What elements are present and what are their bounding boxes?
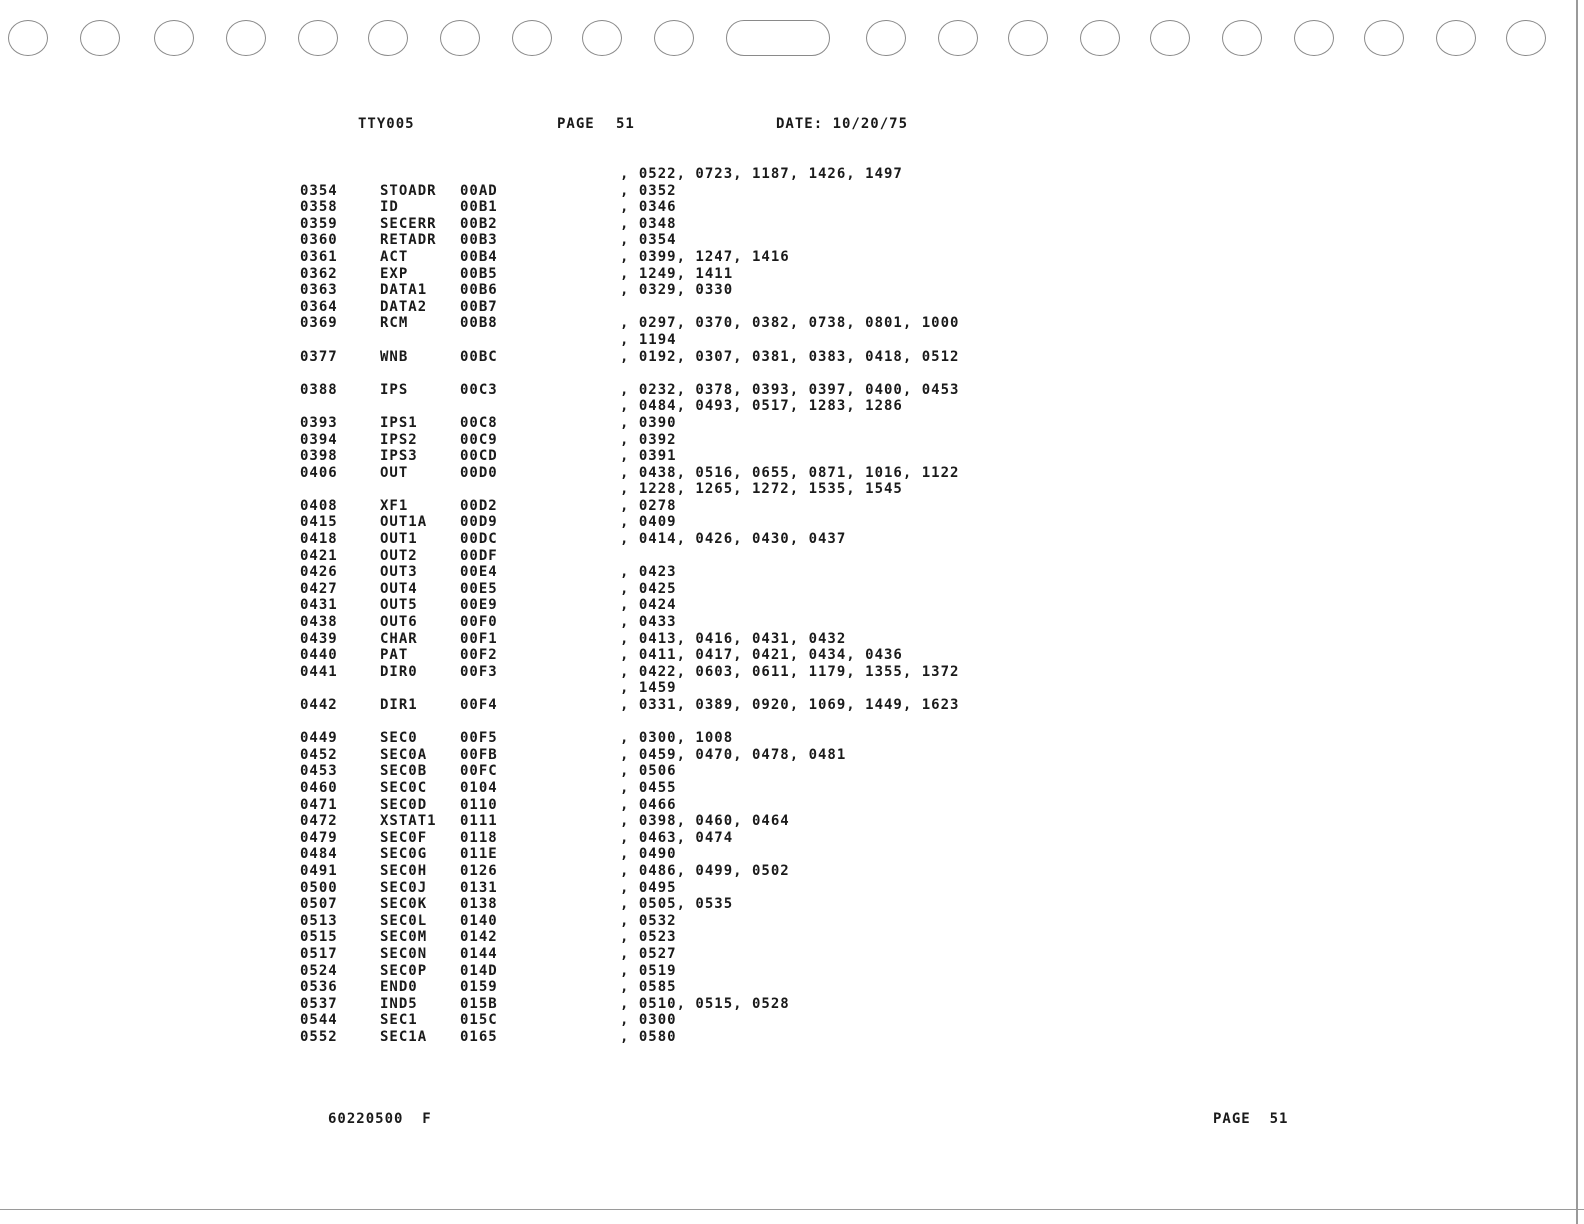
reference-list: , 0232, 0378, 0393, 0397, 0400, 0453 <box>620 381 960 398</box>
symbol-name: SEC0P <box>380 962 428 979</box>
reference-list: , 1459 <box>620 680 677 697</box>
symbol-name: IPS <box>380 381 409 398</box>
reference-list: , 0414, 0426, 0430, 0437 <box>620 531 847 548</box>
symbol-name: SEC0D <box>380 796 428 813</box>
listing-row <box>0 597 1584 614</box>
listing-row <box>0 996 1584 1013</box>
cross-reference-listing <box>0 166 1584 1045</box>
reference-list: , 0297, 0370, 0382, 0738, 0801, 1000 <box>620 315 960 332</box>
reference-list: , 0510, 0515, 0528 <box>620 995 790 1012</box>
symbol-address: 00B3 <box>460 232 498 249</box>
symbol-name: SEC0J <box>380 879 428 896</box>
listing-row <box>0 979 1584 996</box>
line-number: 0394 <box>300 431 338 448</box>
symbol-name: OUT2 <box>380 547 418 564</box>
symbol-name: RCM <box>380 315 409 332</box>
symbol-address: 00F0 <box>460 614 498 631</box>
listing-row <box>0 763 1584 780</box>
listing-row <box>0 714 1584 731</box>
reference-list: , 0331, 0389, 0920, 1069, 1449, 1623 <box>620 697 960 713</box>
line-number: 0517 <box>300 945 338 962</box>
footer-page: PAGE 51 <box>1213 1111 1289 1127</box>
symbol-name: SECERR <box>380 215 437 232</box>
footer-doc-number: 60220500 F <box>328 1111 432 1127</box>
symbol-name: EXP <box>380 265 409 282</box>
header-date: DATE: 10/20/75 <box>776 116 909 132</box>
symbol-name: OUT6 <box>380 614 418 631</box>
line-number: 0491 <box>300 862 338 879</box>
feed-hole <box>1080 20 1120 56</box>
reference-list: , 0346 <box>620 199 677 216</box>
listing-row <box>0 614 1584 631</box>
line-number: 0460 <box>300 779 338 796</box>
reference-list: , 0392 <box>620 431 677 448</box>
listing-row <box>0 282 1584 299</box>
line-number: 0441 <box>300 663 338 680</box>
feed-hole <box>866 20 906 56</box>
symbol-address: 00AD <box>460 182 498 199</box>
symbol-address: 015C <box>460 1012 498 1029</box>
listing-row <box>0 514 1584 531</box>
line-number: 0552 <box>300 1028 338 1045</box>
line-number: 0388 <box>300 381 338 398</box>
symbol-address: 0144 <box>460 945 498 962</box>
symbol-name: DIR0 <box>380 663 418 680</box>
symbol-address: 0142 <box>460 929 498 946</box>
reference-list: , 0354 <box>620 232 677 249</box>
symbol-name: OUT <box>380 464 409 481</box>
symbol-name: OUT4 <box>380 580 418 597</box>
symbol-name: SEC0C <box>380 779 428 796</box>
symbol-address: 0118 <box>460 829 498 846</box>
line-number: 0537 <box>300 995 338 1012</box>
listing-row <box>0 1012 1584 1029</box>
listing-row <box>0 465 1584 482</box>
line-number: 0418 <box>300 531 338 548</box>
line-number: 0442 <box>300 697 338 713</box>
feed-hole <box>1150 20 1190 56</box>
listing-row <box>0 780 1584 797</box>
reference-list: , 0505, 0535 <box>620 896 734 913</box>
listing-row <box>0 830 1584 847</box>
listing-row <box>0 498 1584 515</box>
symbol-name: IPS3 <box>380 448 418 465</box>
reference-list: , 0463, 0474 <box>620 829 734 846</box>
symbol-name: IPS1 <box>380 414 418 431</box>
header-page-number: 51 <box>616 116 635 132</box>
reference-list: , 0300 <box>620 1012 677 1029</box>
reference-list: , 0459, 0470, 0478, 0481 <box>620 746 847 763</box>
reference-list: , 0506 <box>620 763 677 780</box>
reference-list: , 0422, 0603, 0611, 1179, 1355, 1372 <box>620 663 960 680</box>
listing-row <box>0 880 1584 897</box>
symbol-address: 014D <box>460 962 498 979</box>
symbol-name: OUT1 <box>380 531 418 548</box>
reference-list: , 0390 <box>620 414 677 431</box>
feed-hole <box>1364 20 1404 56</box>
symbol-name: OUT3 <box>380 564 418 581</box>
symbol-name: OUT5 <box>380 597 418 614</box>
line-number: 0377 <box>300 348 338 365</box>
line-number: 0408 <box>300 497 338 514</box>
symbol-address: 011E <box>460 846 498 863</box>
listing-row <box>0 946 1584 963</box>
symbol-name: CHAR <box>380 630 418 647</box>
reference-list: , 0329, 0330 <box>620 282 734 299</box>
line-number: 0415 <box>300 514 338 531</box>
reference-list: , 0425 <box>620 580 677 597</box>
header-page-label: PAGE <box>557 116 595 132</box>
symbol-name: SEC0A <box>380 746 428 763</box>
listing-row <box>0 365 1584 382</box>
symbol-name: RETADR <box>380 232 437 249</box>
line-number: 0431 <box>300 597 338 614</box>
symbol-address: 0104 <box>460 779 498 796</box>
reference-list: , 0391 <box>620 448 677 465</box>
symbol-name: IPS2 <box>380 431 418 448</box>
symbol-name: WNB <box>380 348 409 365</box>
line-number: 0515 <box>300 929 338 946</box>
line-number: 0358 <box>300 199 338 216</box>
symbol-name: PAT <box>380 647 409 664</box>
listing-row <box>0 481 1584 498</box>
reference-list: , 0423 <box>620 564 677 581</box>
reference-list: , 0486, 0499, 0502 <box>620 862 790 879</box>
symbol-address: 0159 <box>460 979 498 996</box>
tractor-feed-holes <box>0 14 1584 64</box>
symbol-name: DATA1 <box>380 282 428 299</box>
listing-row <box>0 249 1584 266</box>
symbol-address: 0140 <box>460 912 498 929</box>
reference-list: , 0495 <box>620 879 677 896</box>
symbol-name: IND5 <box>380 995 418 1012</box>
symbol-name: SEC0M <box>380 929 428 946</box>
listing-row <box>0 199 1584 216</box>
symbol-name: ACT <box>380 248 409 265</box>
listing-row <box>0 315 1584 332</box>
listing-row <box>0 863 1584 880</box>
listing-row <box>0 216 1584 233</box>
symbol-address: 00B5 <box>460 265 498 282</box>
listing-row <box>0 929 1584 946</box>
symbol-address: 00F5 <box>460 730 498 747</box>
symbol-name: SEC1 <box>380 1012 418 1029</box>
line-number: 0472 <box>300 813 338 830</box>
line-number: 0364 <box>300 298 338 315</box>
line-number: 0426 <box>300 564 338 581</box>
line-number: 0452 <box>300 746 338 763</box>
reference-list: , 0348 <box>620 215 677 232</box>
feed-hole <box>8 20 48 56</box>
line-number: 0484 <box>300 846 338 863</box>
reference-list: , 0455 <box>620 779 677 796</box>
feed-hole <box>512 20 552 56</box>
line-number: 0449 <box>300 730 338 747</box>
symbol-name: STOADR <box>380 182 437 199</box>
reference-list: , 0433 <box>620 614 677 631</box>
listing-row <box>0 1029 1584 1046</box>
line-number: 0524 <box>300 962 338 979</box>
reference-list: , 0585 <box>620 979 677 996</box>
line-number: 0393 <box>300 414 338 431</box>
symbol-name: SEC0H <box>380 862 428 879</box>
line-number: 0500 <box>300 879 338 896</box>
line-number: 0544 <box>300 1012 338 1029</box>
symbol-name: DIR1 <box>380 697 418 713</box>
reference-list: , 0484, 0493, 0517, 1283, 1286 <box>620 398 903 415</box>
feed-hole <box>226 20 266 56</box>
listing-row <box>0 299 1584 316</box>
symbol-name: XF1 <box>380 497 409 514</box>
feed-hole <box>582 20 622 56</box>
symbol-name: SEC0 <box>380 730 418 747</box>
listing-row <box>0 631 1584 648</box>
line-number: 0361 <box>300 248 338 265</box>
symbol-address: 00DC <box>460 531 498 548</box>
listing-row <box>0 448 1584 465</box>
symbol-address: 0138 <box>460 896 498 913</box>
feed-hole <box>1222 20 1262 56</box>
listing-row <box>0 896 1584 913</box>
reference-list: , 0398, 0460, 0464 <box>620 813 790 830</box>
symbol-address: 00B7 <box>460 298 498 315</box>
listing-row <box>0 846 1584 863</box>
symbol-address: 00E9 <box>460 597 498 614</box>
symbol-address: 00BC <box>460 348 498 365</box>
symbol-address: 00C8 <box>460 414 498 431</box>
reference-list: , 0523 <box>620 929 677 946</box>
reference-list: , 0413, 0416, 0431, 0432 <box>620 630 847 647</box>
line-number: 0439 <box>300 630 338 647</box>
symbol-address: 0110 <box>460 796 498 813</box>
reference-list: , 0490 <box>620 846 677 863</box>
feed-hole <box>1436 20 1476 56</box>
symbol-address: 00B4 <box>460 248 498 265</box>
reference-list: , 0519 <box>620 962 677 979</box>
listing-row <box>0 730 1584 747</box>
symbol-name: SEC1A <box>380 1028 428 1045</box>
reference-list: , 0527 <box>620 945 677 962</box>
listing-row <box>0 398 1584 415</box>
symbol-name: END0 <box>380 979 418 996</box>
feed-hole <box>80 20 120 56</box>
reference-list: , 0580 <box>620 1028 677 1045</box>
header-program: TTY005 <box>358 116 415 132</box>
listing-row <box>0 183 1584 200</box>
symbol-address: 00E4 <box>460 564 498 581</box>
symbol-name: ID <box>380 199 399 216</box>
symbol-address: 0131 <box>460 879 498 896</box>
line-number: 0438 <box>300 614 338 631</box>
symbol-address: 00D0 <box>460 464 498 481</box>
symbol-name: SEC0L <box>380 912 428 929</box>
listing-row <box>0 166 1584 183</box>
symbol-name: SEC0K <box>380 896 428 913</box>
line-number: 0479 <box>300 829 338 846</box>
feed-hole <box>368 20 408 56</box>
listing-row <box>0 797 1584 814</box>
symbol-address: 00DF <box>460 547 498 564</box>
feed-hole <box>654 20 694 56</box>
line-number: 0398 <box>300 448 338 465</box>
reference-list: , 1194 <box>620 331 677 348</box>
symbol-address: 00D2 <box>460 497 498 514</box>
symbol-address: 00F1 <box>460 630 498 647</box>
symbol-address: 00F2 <box>460 647 498 664</box>
line-number: 0513 <box>300 912 338 929</box>
listing-row <box>0 564 1584 581</box>
reference-list: , 0522, 0723, 1187, 1426, 1497 <box>620 166 903 182</box>
reference-list: , 0532 <box>620 912 677 929</box>
line-number: 0354 <box>300 182 338 199</box>
listing-row <box>0 963 1584 980</box>
symbol-name: OUT1A <box>380 514 428 531</box>
symbol-address: 00F4 <box>460 697 498 713</box>
listing-row <box>0 531 1584 548</box>
symbol-address: 00C9 <box>460 431 498 448</box>
reference-list: , 0278 <box>620 497 677 514</box>
line-number: 0536 <box>300 979 338 996</box>
listing-row <box>0 382 1584 399</box>
listing-row <box>0 349 1584 366</box>
reference-list: , 1249, 1411 <box>620 265 734 282</box>
line-number: 0360 <box>300 232 338 249</box>
symbol-name: XSTAT1 <box>380 813 437 830</box>
listing-row <box>0 415 1584 432</box>
listing-row <box>0 266 1584 283</box>
listing-row <box>0 747 1584 764</box>
listing-row <box>0 232 1584 249</box>
symbol-address: 00E5 <box>460 580 498 597</box>
line-number: 0440 <box>300 647 338 664</box>
listing-row <box>0 332 1584 349</box>
listing-row <box>0 697 1584 714</box>
symbol-address: 00FC <box>460 763 498 780</box>
line-number: 0369 <box>300 315 338 332</box>
symbol-address: 00D9 <box>460 514 498 531</box>
feed-hole <box>154 20 194 56</box>
listing-row <box>0 664 1584 681</box>
line-number: 0421 <box>300 547 338 564</box>
symbol-address: 00B2 <box>460 215 498 232</box>
reference-list: , 0192, 0307, 0381, 0383, 0418, 0512 <box>620 348 960 365</box>
line-number: 0406 <box>300 464 338 481</box>
line-number: 0359 <box>300 215 338 232</box>
symbol-address: 0165 <box>460 1028 498 1045</box>
reference-list: , 0424 <box>620 597 677 614</box>
reference-list: , 1228, 1265, 1272, 1535, 1545 <box>620 481 903 498</box>
symbol-name: SEC0N <box>380 945 428 962</box>
feed-hole <box>1294 20 1334 56</box>
symbol-address: 00B1 <box>460 199 498 216</box>
symbol-name: SEC0G <box>380 846 428 863</box>
reference-list: , 0300, 1008 <box>620 730 734 747</box>
symbol-address: 00FB <box>460 746 498 763</box>
reference-list: , 0438, 0516, 0655, 0871, 1016, 1122 <box>620 464 960 481</box>
reference-list: , 0466 <box>620 796 677 813</box>
feed-hole <box>1008 20 1048 56</box>
listing-row <box>0 432 1584 449</box>
feed-hole <box>938 20 978 56</box>
symbol-name: SEC0F <box>380 829 428 846</box>
reference-list: , 0352 <box>620 182 677 199</box>
listing-row <box>0 680 1584 697</box>
line-number: 0471 <box>300 796 338 813</box>
listing-row <box>0 548 1584 565</box>
feed-hole <box>298 20 338 56</box>
reference-list: , 0399, 1247, 1416 <box>620 248 790 265</box>
symbol-address: 0111 <box>460 813 498 830</box>
feed-hole <box>1506 20 1546 56</box>
symbol-address: 015B <box>460 995 498 1012</box>
listing-row <box>0 647 1584 664</box>
symbol-address: 00F3 <box>460 663 498 680</box>
listing-row <box>0 581 1584 598</box>
reference-list: , 0411, 0417, 0421, 0434, 0436 <box>620 647 903 664</box>
symbol-address: 0126 <box>460 862 498 879</box>
feed-slot <box>726 20 830 56</box>
listing-row <box>0 813 1584 830</box>
symbol-name: DATA2 <box>380 298 428 315</box>
line-number: 0453 <box>300 763 338 780</box>
page-bottom-rule <box>0 1209 1584 1210</box>
symbol-address: 00CD <box>460 448 498 465</box>
listing-row <box>0 913 1584 930</box>
reference-list: , 0409 <box>620 514 677 531</box>
line-number: 0363 <box>300 282 338 299</box>
feed-hole <box>440 20 480 56</box>
symbol-name: SEC0B <box>380 763 428 780</box>
symbol-address: 00C3 <box>460 381 498 398</box>
symbol-address: 00B6 <box>460 282 498 299</box>
symbol-address: 00B8 <box>460 315 498 332</box>
line-number: 0362 <box>300 265 338 282</box>
line-number: 0507 <box>300 896 338 913</box>
line-number: 0427 <box>300 580 338 597</box>
